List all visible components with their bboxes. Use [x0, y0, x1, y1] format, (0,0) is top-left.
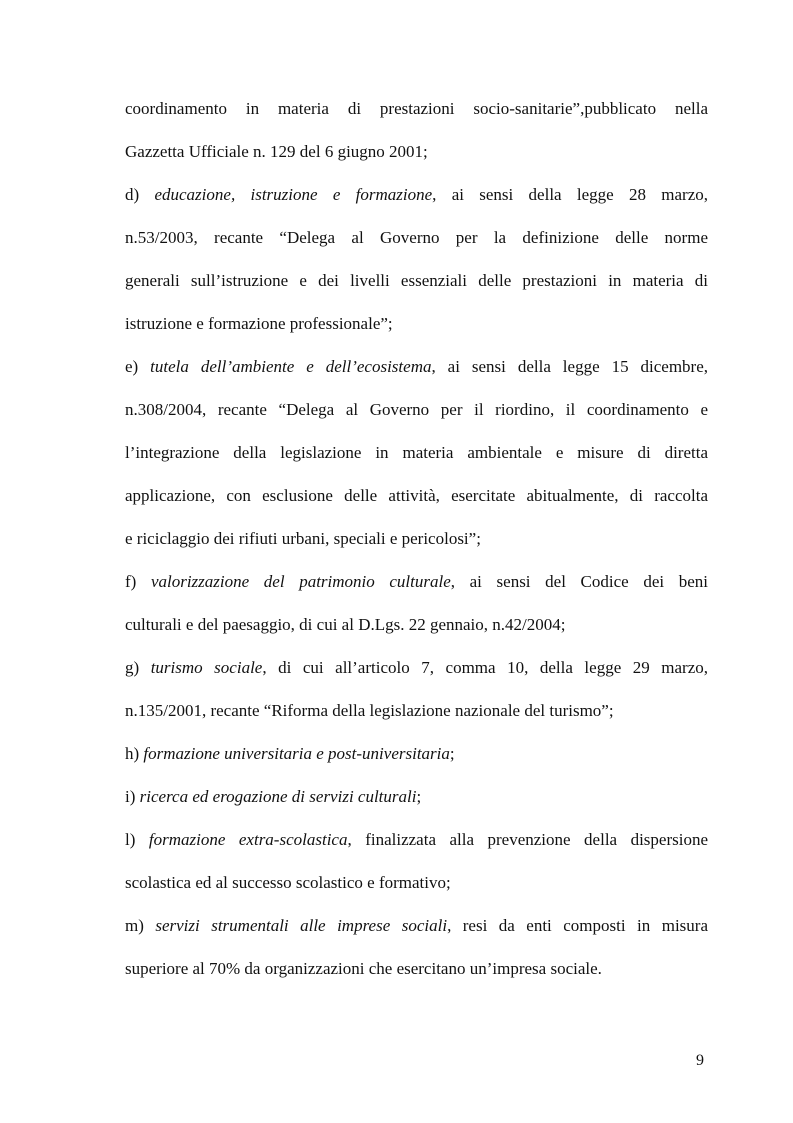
- item-topic: formazione universitaria e post-universitaria: [143, 744, 450, 763]
- item-label: e): [125, 357, 139, 376]
- item-label: d): [125, 185, 140, 204]
- page-number: 9: [696, 1052, 704, 1069]
- text-line: l’integrazione della legislazione in materia ambientale e misure di diretta: [125, 443, 708, 462]
- list-item-f: [125, 563, 708, 606]
- item-label: l): [125, 830, 136, 849]
- list-item-g: [125, 649, 708, 692]
- text-line: e riciclaggio dei rifiuti urbani, speciali e pericolosi”;: [125, 529, 481, 548]
- text-line: istruzione e formazione professionale”;: [125, 314, 393, 333]
- text-line: n.308/2004, recante “Delega al Governo per il riordino, il coordinamento e: [125, 400, 708, 419]
- item-text: , di cui all’articolo 7, comma 10, della legge 29 marzo,: [262, 658, 709, 677]
- text-line: generali sull’istruzione e dei livelli essenziali delle prestazioni in materia di: [125, 271, 708, 290]
- list-item-l: [125, 821, 708, 864]
- item-topic: ricerca ed erogazione di servizi culturali: [139, 787, 417, 806]
- item-text: , ai sensi della legge 15 dicembre,: [431, 357, 709, 376]
- text-line: Gazzetta Ufficiale n. 129 del 6 giugno 2001;: [125, 142, 428, 161]
- item-label: g): [125, 658, 140, 677]
- item-text: , resi da enti composti in misura: [447, 916, 708, 935]
- item-topic: valorizzazione del patrimonio culturale: [150, 572, 451, 591]
- text-line: coordinamento in materia di prestazioni socio-sanitarie”,pubblicato nella: [125, 99, 708, 118]
- text-line: culturali e del paesaggio, di cui al D.Lgs. 22 gennaio, n.42/2004;: [125, 615, 566, 634]
- text-line: superiore al 70% da organizzazioni che esercitano un’impresa sociale.: [125, 959, 602, 978]
- item-topic: tutela dell’ambiente e dell’ecosistema: [150, 357, 432, 376]
- list-item-h: [125, 735, 708, 778]
- text-line: n.135/2001, recante “Riforma della legislazione nazionale del turismo”;: [125, 701, 614, 720]
- list-item-d: [125, 176, 708, 219]
- text-line: scolastica ed al successo scolastico e formativo;: [125, 873, 451, 892]
- item-label: f): [125, 572, 137, 591]
- item-text: , ai sensi del Codice dei beni: [450, 572, 708, 591]
- item-text: , finalizzata alla prevenzione della dispersione: [347, 830, 709, 849]
- list-item-e: [125, 348, 708, 391]
- item-text: , ai sensi della legge 28 marzo,: [432, 185, 708, 204]
- list-item-i: [125, 778, 708, 821]
- item-topic: formazione extra-scolastica: [148, 830, 348, 849]
- item-topic: servizi strumentali alle imprese sociali: [155, 916, 448, 935]
- item-text: ;: [416, 787, 422, 806]
- item-label: h): [125, 744, 140, 763]
- item-label: m): [125, 916, 144, 935]
- item-topic: educazione, istruzione e formazione: [154, 185, 433, 204]
- item-label: i): [125, 787, 136, 806]
- list-item-m: [125, 907, 708, 950]
- item-topic: turismo sociale: [150, 658, 263, 677]
- item-text: ;: [449, 744, 455, 763]
- document-body: [125, 90, 708, 993]
- text-line: n.53/2003, recante “Delega al Governo per la definizione delle norme: [125, 228, 708, 247]
- text-line: applicazione, con esclusione delle attività, esercitate abitualmente, di raccolta: [125, 486, 708, 505]
